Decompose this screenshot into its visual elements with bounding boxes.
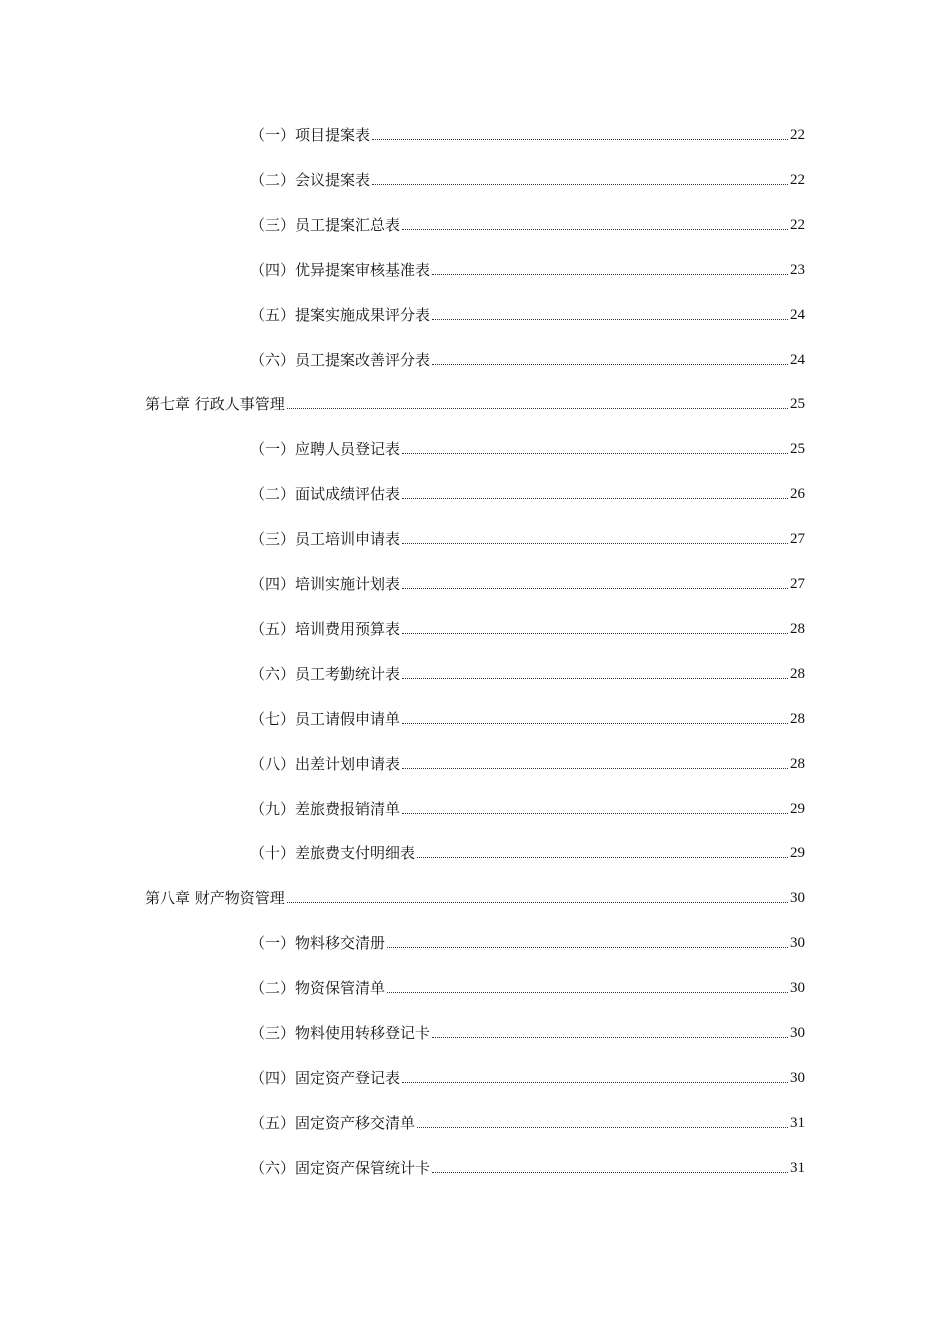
toc-chapter-entry[interactable] — [145, 390, 805, 414]
toc-entry-title: （二）会议提案表 — [250, 171, 371, 189]
toc-entry-title: 第八章 财产物资管理 — [145, 889, 285, 907]
toc-dot-leader — [402, 723, 788, 724]
toc-dot-leader — [287, 902, 788, 903]
toc-page-number: 22 — [790, 127, 805, 143]
toc-dot-leader — [402, 498, 788, 499]
toc-page-number: 22 — [790, 217, 805, 233]
toc-page-number: 31 — [790, 1115, 805, 1131]
toc-section-entry[interactable] — [250, 256, 805, 280]
toc-dot-leader — [432, 1172, 788, 1173]
toc-dot-leader — [402, 1082, 788, 1083]
toc-dot-leader — [402, 229, 788, 230]
toc-section-entry[interactable] — [250, 705, 805, 729]
toc-page-number: 30 — [790, 935, 805, 951]
toc-entry-title: （七）员工请假申请单 — [250, 710, 401, 728]
toc-section-entry[interactable] — [250, 660, 805, 684]
toc-section-entry[interactable] — [250, 974, 805, 998]
toc-section-entry[interactable] — [250, 570, 805, 594]
toc-dot-leader — [372, 184, 788, 185]
toc-page-number: 26 — [790, 486, 805, 502]
toc-entry-title: （一）应聘人员登记表 — [250, 440, 401, 458]
toc-dot-leader — [287, 408, 788, 409]
toc-page-number: 22 — [790, 172, 805, 188]
toc-section-entry[interactable] — [250, 525, 805, 549]
toc-dot-leader — [417, 1127, 788, 1128]
toc-page-number: 27 — [790, 576, 805, 592]
toc-entry-title: （一）项目提案表 — [250, 126, 371, 144]
toc-dot-leader — [387, 947, 788, 948]
toc-section-entry[interactable] — [250, 615, 805, 639]
toc-dot-leader — [402, 453, 788, 454]
toc-entry-title: （三）员工提案汇总表 — [250, 216, 401, 234]
toc-section-entry[interactable] — [250, 166, 805, 190]
toc-entry-title: （十）差旅费支付明细表 — [250, 844, 416, 862]
toc-page-number: 28 — [790, 756, 805, 772]
toc-page-number: 28 — [790, 711, 805, 727]
toc-entry-title: （二）面试成绩评估表 — [250, 485, 401, 503]
toc-page-number: 23 — [790, 262, 805, 278]
toc-section-entry[interactable] — [250, 839, 805, 863]
toc-page-number: 31 — [790, 1160, 805, 1176]
toc-page-number: 30 — [790, 890, 805, 906]
toc-page-number: 28 — [790, 621, 805, 637]
toc-entry-title: （五）提案实施成果评分表 — [250, 306, 431, 324]
toc-dot-leader — [432, 319, 788, 320]
toc-dot-leader — [402, 588, 788, 589]
toc-entry-title: （六）固定资产保管统计卡 — [250, 1159, 431, 1177]
toc-section-entry[interactable] — [250, 211, 805, 235]
toc-entry-title: （三）员工培训申请表 — [250, 530, 401, 548]
toc-entry-title: （一）物料移交清册 — [250, 934, 386, 952]
toc-section-entry[interactable] — [250, 1019, 805, 1043]
toc-dot-leader — [432, 1037, 788, 1038]
toc-page-number: 30 — [790, 1025, 805, 1041]
toc-page-number: 29 — [790, 845, 805, 861]
toc-dot-leader — [417, 857, 788, 858]
toc-section-entry[interactable] — [250, 795, 805, 819]
toc-entry-title: （四）优异提案审核基准表 — [250, 261, 431, 279]
toc-page-number: 24 — [790, 307, 805, 323]
toc-page-number: 28 — [790, 666, 805, 682]
toc-dot-leader — [432, 364, 788, 365]
toc-dot-leader — [402, 633, 788, 634]
toc-entry-title: （八）出差计划申请表 — [250, 755, 401, 773]
toc-page-number: 25 — [790, 441, 805, 457]
toc-dot-leader — [402, 543, 788, 544]
toc-entry-title: （五）固定资产移交清单 — [250, 1114, 416, 1132]
toc-page-number: 25 — [790, 396, 805, 412]
toc-section-entry[interactable] — [250, 1064, 805, 1088]
toc-dot-leader — [387, 992, 788, 993]
toc-entry-title: （四）培训实施计划表 — [250, 575, 401, 593]
toc-page-number: 29 — [790, 801, 805, 817]
toc-section-entry[interactable] — [250, 301, 805, 325]
toc-section-entry[interactable] — [250, 346, 805, 370]
toc-section-entry[interactable] — [250, 1154, 805, 1178]
toc-entry-title: （五）培训费用预算表 — [250, 620, 401, 638]
toc-section-entry[interactable] — [250, 435, 805, 459]
toc-section-entry[interactable] — [250, 1109, 805, 1133]
toc-page-number: 24 — [790, 352, 805, 368]
toc-section-entry[interactable] — [250, 929, 805, 953]
toc-chapter-entry[interactable] — [145, 884, 805, 908]
toc-entry-title: （二）物资保管清单 — [250, 979, 386, 997]
toc-dot-leader — [402, 813, 788, 814]
toc-entry-title: （六）员工考勤统计表 — [250, 665, 401, 683]
toc-entry-title: （六）员工提案改善评分表 — [250, 351, 431, 369]
toc-dot-leader — [432, 274, 788, 275]
toc-dot-leader — [402, 768, 788, 769]
toc-dot-leader — [372, 139, 788, 140]
toc-entry-title: （九）差旅费报销清单 — [250, 800, 401, 818]
toc-section-entry[interactable] — [250, 750, 805, 774]
toc-page-number: 30 — [790, 1070, 805, 1086]
toc-dot-leader — [402, 678, 788, 679]
toc-entry-title: （三）物料使用转移登记卡 — [250, 1024, 431, 1042]
toc-page-number: 30 — [790, 980, 805, 996]
toc-page-number: 27 — [790, 531, 805, 547]
toc-entry-title: 第七章 行政人事管理 — [145, 395, 285, 413]
toc-entry-title: （四）固定资产登记表 — [250, 1069, 401, 1087]
toc-section-entry[interactable] — [250, 480, 805, 504]
toc-section-entry[interactable] — [250, 121, 805, 145]
